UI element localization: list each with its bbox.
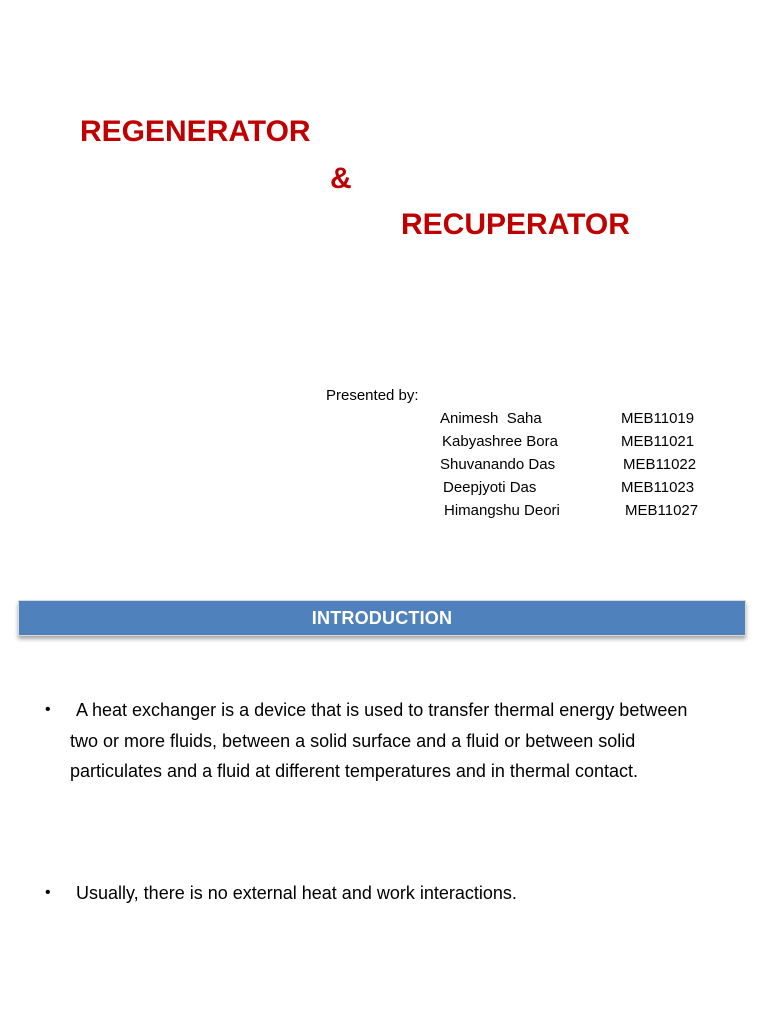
title-line-regenerator: REGENERATOR <box>80 115 311 148</box>
presented-by-label: Presented by: <box>326 387 419 404</box>
presenter-id: MEB11021 <box>621 433 695 450</box>
presenter-id: MEB11023 <box>621 479 695 496</box>
presenter-id: MEB11022 <box>623 456 697 473</box>
presenter-name: Deepjyoti Das <box>443 479 537 496</box>
presenter-name: Kabyashree Bora <box>442 433 558 450</box>
presenter-name: Himangshu Deori <box>444 502 560 519</box>
bullet-item <box>45 695 688 825</box>
title-line-ampersand: & <box>330 162 352 195</box>
bullet-marker-icon: • <box>45 701 51 718</box>
bullet-text: Usually, there is no external heat and work interactions. <box>76 883 517 903</box>
title-line-recuperator: RECUPERATOR <box>401 208 630 241</box>
presenter-id: MEB11019 <box>621 410 695 427</box>
section-heading: INTRODUCTION <box>311 607 453 628</box>
presenter-id: MEB11027 <box>625 502 699 519</box>
presenter-name: Shuvanando Das <box>440 456 556 473</box>
bullet-text: A heat exchanger is a device that is used to transfer thermal energy between two or more fluids, between a solid surface and a fluid or between solid particulates and a fluid at different temperatures and in thermal contact. <box>70 700 688 781</box>
section-heading-banner <box>18 600 746 636</box>
presenter-name: Animesh Saha <box>440 410 542 427</box>
bullet-marker-icon: • <box>45 884 51 901</box>
bullet-item <box>45 878 685 910</box>
